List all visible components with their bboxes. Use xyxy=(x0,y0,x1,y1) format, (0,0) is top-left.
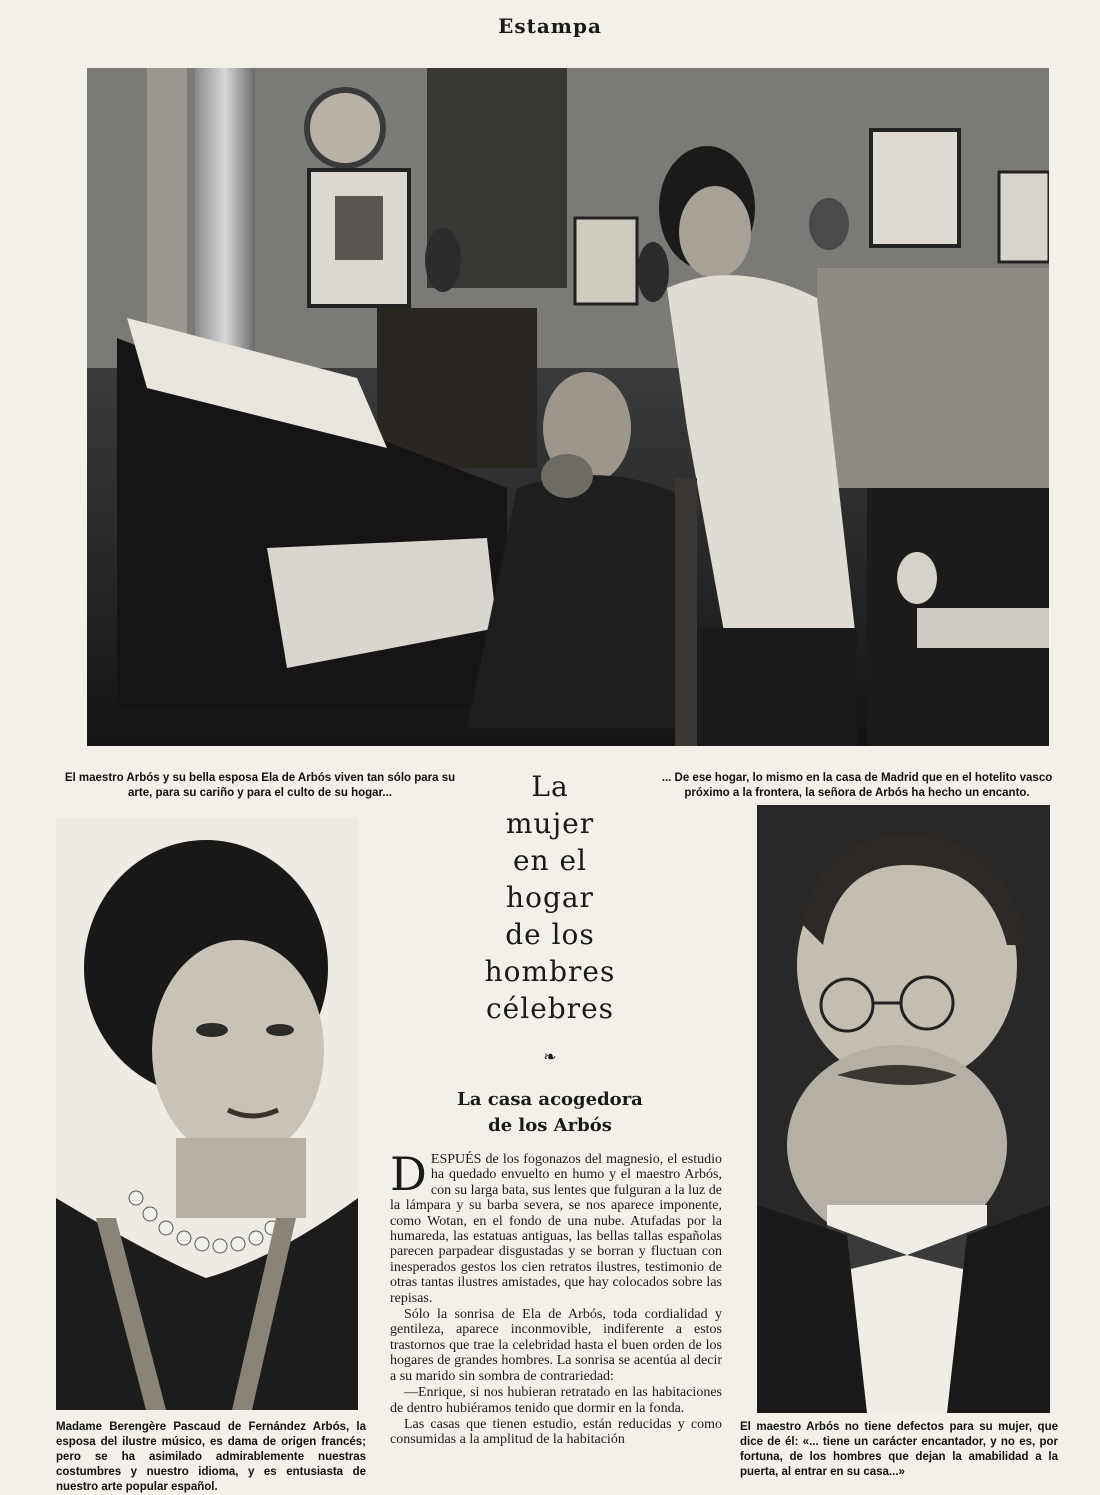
article-body xyxy=(390,1147,722,1449)
subhead-line-1: La casa acogedora xyxy=(457,1089,643,1110)
headline-line: en el xyxy=(512,844,588,877)
article-paragraph: Las casas que tienen estudio, están reducidas y como consumidas a la amplitud de la habitación xyxy=(390,1416,722,1448)
headline-line: La xyxy=(531,770,569,803)
portrait-madame-arbos xyxy=(56,818,358,1410)
top-photo-couple-at-piano xyxy=(87,68,1049,746)
headline xyxy=(460,768,640,1027)
headline-line: hogar xyxy=(506,881,594,914)
headline-line: mujer xyxy=(505,807,595,840)
dropcap: D xyxy=(390,1147,427,1201)
portrait-maestro-arbos xyxy=(757,805,1050,1413)
paragraph-text: de los fogonazos del magnesio, el estudio ha quedado envuelto en humo y el maestro Arbós, con su larga bata, sus lentes que fulguran a la luz de la lámpara y su barba severa, se nos aparece imponente, como Wotan, en el fondo de una nube. Atufadas por la humareda, las estatuas antiguas, las bellas tallas españolas parecen parpadear disgustadas y se borran y fluctuan con inesperados gestos los cien retratos ilustres, testimonio de otras tantas ilustres amistades, que hay colocados sobre las repisas. xyxy=(390,1152,722,1306)
caption-bottom-right: El maestro Arbós no tiene defectos para su mujer, que dice de él: «... tiene un carácter encantador, y no es, por fortuna, de los hombres que dejan la amabilidad a la puerta, al entrar en su casa...» xyxy=(740,1421,1058,1478)
article-paragraph xyxy=(390,1147,722,1306)
subhead xyxy=(400,1087,700,1139)
caption-top-left: El maestro Arbós y su bella esposa Ela de Arbós viven tan sólo para su arte, para su cariño y para el culto de su hogar... xyxy=(64,772,456,799)
masthead: Estampa xyxy=(498,14,602,38)
headline-line: hombres xyxy=(484,955,616,988)
smallcaps-lead: ESPUÉS xyxy=(430,1152,482,1167)
subhead-line-2: de los Arbós xyxy=(488,1115,612,1136)
headline-line: célebres xyxy=(485,992,615,1025)
article-paragraph: —Enrique, si nos hubieran retratado en las habitaciones de dentro hubiéramos tenido que dormir en la fonda. xyxy=(390,1385,722,1416)
ornament-icon: ❧ xyxy=(543,1049,557,1066)
caption-top-right: ... De ese hogar, lo mismo en la casa de Madrid que en el hotelito vasco próximo a la frontera, la señora de Arbós ha hecho un encanto. xyxy=(661,772,1053,799)
headline-line: de los xyxy=(505,918,595,951)
article-paragraph: Sólo la sonrisa de Ela de Arbós, toda cordialidad y gentileza, aparece inconmovible, indiferente a estos trastornos que trae la celebridad hasta el buen orden de los hogares de grandes hombres. La sonrisa se acentúa al decir a su marido sin sombra de contrariedad: xyxy=(390,1307,722,1384)
caption-bottom-left: Madame Berengère Pascaud de Fernández Arbós, la esposa del ilustre músico, es dama de origen francés; pero se ha asimilado admirablemente nuestras costumbres y nuestro idioma, y es entusiasta de nuestro arte popular español. xyxy=(56,1421,366,1493)
